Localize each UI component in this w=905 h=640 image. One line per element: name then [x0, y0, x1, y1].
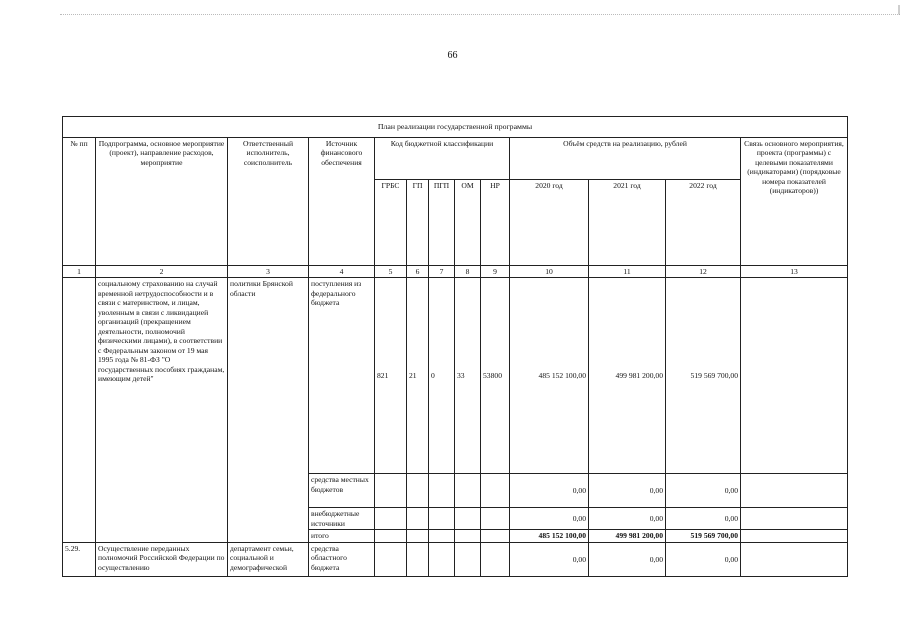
col-number: 8	[455, 266, 481, 278]
col-number: 4	[309, 266, 375, 278]
col-number: 13	[741, 266, 848, 278]
header-source: Источник финансового обеспечения	[309, 138, 375, 266]
source-name: поступления из федерального бюджета	[309, 278, 375, 474]
col-number: 5	[375, 266, 407, 278]
col-number: 9	[481, 266, 510, 278]
value-2022: 0,00	[666, 508, 741, 530]
value-2020: 0,00	[510, 474, 589, 508]
page-number: 66	[447, 50, 458, 61]
col-number: 11	[589, 266, 666, 278]
header-year-2022: 2022 год	[666, 180, 741, 266]
corner-mark: |	[897, 4, 900, 15]
code-gp: 21	[407, 278, 429, 474]
row-num	[63, 278, 96, 542]
source-name: итого	[309, 530, 375, 542]
header-budget-code: Код бюджетной классификации	[375, 138, 510, 180]
value-2022: 0,00	[666, 542, 741, 576]
total-2021: 499 981 200,00	[589, 530, 666, 542]
program-plan-table	[62, 116, 848, 577]
table-title: План реализации государственной программы	[63, 117, 848, 138]
code-nr: 53800	[481, 278, 510, 474]
column-numbers-row	[63, 266, 848, 278]
link-cell	[741, 474, 848, 508]
value-2021: 0,00	[589, 508, 666, 530]
header-subprogram: Подпрограмма, основное мероприятие (проект), направление расходов, мероприятие	[96, 138, 228, 266]
scan-artifact-line	[60, 14, 900, 21]
col-number: 10	[510, 266, 589, 278]
table-row	[63, 542, 848, 576]
col-number: 2	[96, 266, 228, 278]
source-name: средства областного бюджета	[309, 542, 375, 576]
row-description: Осуществление переданных полномочий Российской Федерации по осуществлению	[96, 542, 228, 576]
link-cell	[741, 278, 848, 474]
col-number: 12	[666, 266, 741, 278]
header-executor: Ответственный исполнитель, соисполнитель	[228, 138, 309, 266]
value-2020: 0,00	[510, 508, 589, 530]
row-executor: департамент семьи, социальной и демографической	[228, 542, 309, 576]
header-gp: ГП	[407, 180, 429, 266]
header-volume: Объём средств на реализацию, рублей	[510, 138, 741, 180]
value-2021: 499 981 200,00	[589, 278, 666, 474]
code-pgp: 0	[429, 278, 455, 474]
total-2022: 519 569 700,00	[666, 530, 741, 542]
value-2021: 0,00	[589, 542, 666, 576]
value-2020: 0,00	[510, 542, 589, 576]
header-pgp: ПГП	[429, 180, 455, 266]
row-executor: политики Брянской области	[228, 278, 309, 542]
link-cell	[741, 542, 848, 576]
header-year-2020: 2020 год	[510, 180, 589, 266]
total-2020: 485 152 100,00	[510, 530, 589, 542]
source-name: внебюджетные источники	[309, 508, 375, 530]
code-grbs: 821	[375, 278, 407, 474]
header-om: ОМ	[455, 180, 481, 266]
header-grbs: ГРБС	[375, 180, 407, 266]
link-cell	[741, 508, 848, 530]
value-2021: 0,00	[589, 474, 666, 508]
row-description: социальному страхованию на случай временной нетрудоспособности и в связи с материнством, и лицам, уволенным в связи с ликвидацией организаций (прекращением деятельности, полномочий физическими лицами), в соответствии с Федеральным законом от 19 мая 1995 года № 81-ФЗ "О государственных пособиях гражданам, имеющим детей"	[96, 278, 228, 542]
col-number: 7	[429, 266, 455, 278]
col-number: 6	[407, 266, 429, 278]
value-2020: 485 152 100,00	[510, 278, 589, 474]
value-2022: 519 569 700,00	[666, 278, 741, 474]
row-num: 5.29.	[63, 542, 96, 576]
link-cell	[741, 530, 848, 542]
header-link: Связь основного мероприятия, проекта (программы) с целевыми показателями (индикаторами) (порядковые номера показателей (индикаторов))	[741, 138, 848, 266]
col-number: 1	[63, 266, 96, 278]
source-name: средства местных бюджетов	[309, 474, 375, 508]
header-year-2021: 2021 год	[589, 180, 666, 266]
header-num: № пп	[63, 138, 96, 266]
value-2022: 0,00	[666, 474, 741, 508]
code-om: 33	[455, 278, 481, 474]
col-number: 3	[228, 266, 309, 278]
header-nr: НР	[481, 180, 510, 266]
table-row	[63, 278, 848, 474]
